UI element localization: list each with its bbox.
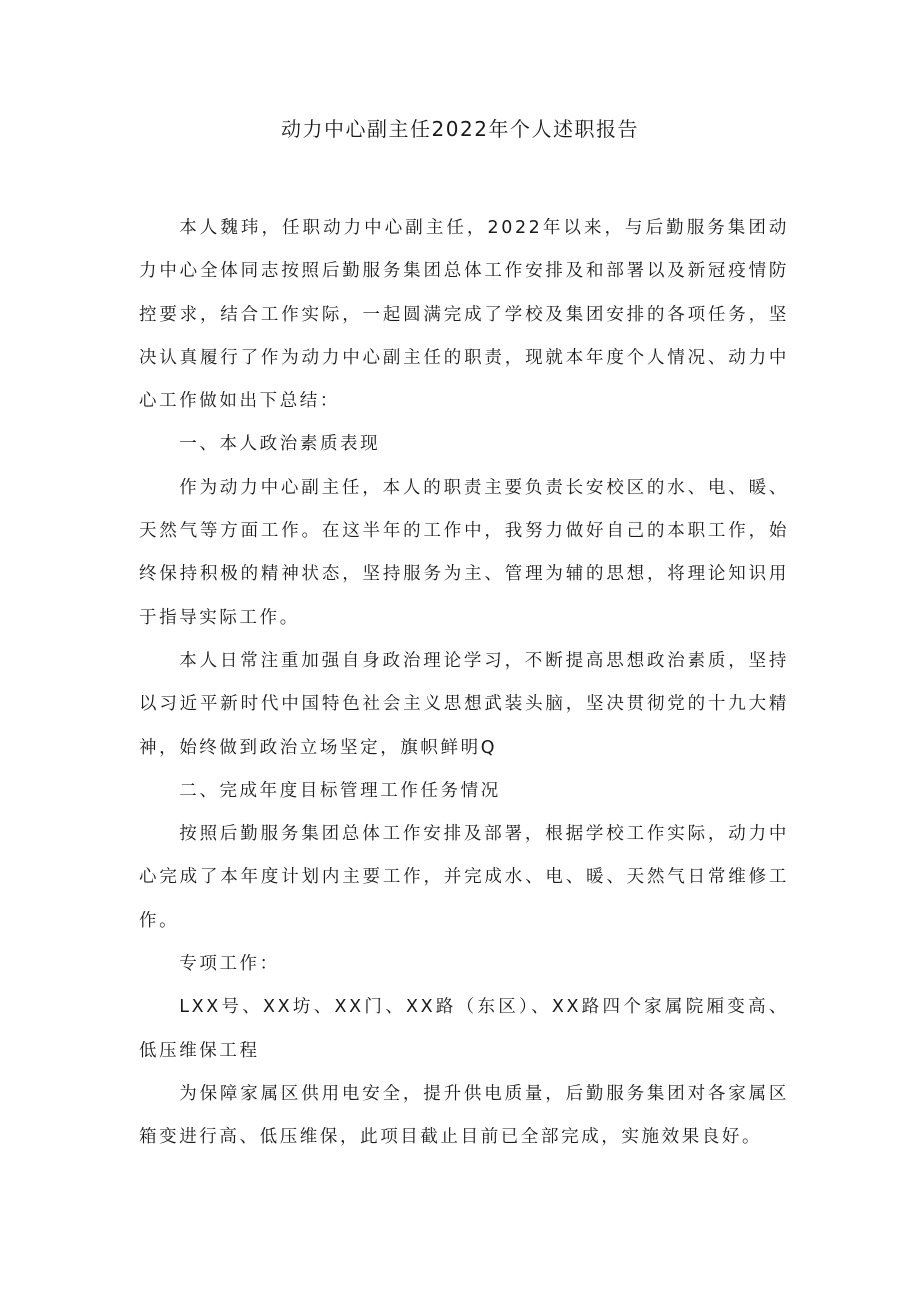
special-work-heading: 专项工作： (179, 954, 280, 975)
page-title: 动力中心副主任2022年个人述职报告 (281, 117, 639, 141)
document-body (139, 207, 789, 1160)
intro-paragraph: 本人魏玮，任职动力中心副主任，2022年以来，与后勤服务集团动力中心全体同志按照后勤服务集团总体工作安排及和部署以及新冠疫情防控要求，结合工作实际，一起圆满完成了学校及集团安排的各项任务，坚决认真履行了作为动力中心副主任的职责，现就本年度个人情况、动力中心工作做如出下总结： (139, 218, 789, 412)
maintenance-project-paragraph: LXX号、XX坊、XX门、XX路（东区）、XX路四个家属院厢变高、低压维保工程 (139, 997, 789, 1061)
section-heading-annual-goals: 二、完成年度目标管理工作任务情况 (179, 780, 501, 801)
section-heading-political: 一、本人政治素质表现 (179, 434, 381, 455)
duties-paragraph: 作为动力中心副主任，本人的职责主要负责长安校区的水、电、暖、天然气等方面工作。在这半年的工作中，我努力做好自己的本职工作，始终保持积极的精神状态，坚持服务为主、管理为辅的思想，将理论知识用于指导实际工作。 (139, 477, 789, 628)
annual-work-paragraph: 按照后勤服务集团总体工作安排及部署，根据学校工作实际，动力中心完成了本年度计划内主要工作，并完成水、电、暖、天然气日常维修工作。 (139, 824, 789, 931)
maintenance-result-paragraph: 为保障家属区供用电安全，提升供电质量，后勤服务集团对各家属区箱变进行高、低压维保，此项目截止目前已全部完成，实施效果良好。 (139, 1083, 789, 1148)
political-study-paragraph: 本人日常注重加强自身政治理论学习，不断提高思想政治素质，坚持以习近平新时代中国特色社会主义思想武装头脑，坚决贯彻党的十九大精神，始终做到政治立场坚定，旗帜鲜明Q (139, 650, 789, 758)
